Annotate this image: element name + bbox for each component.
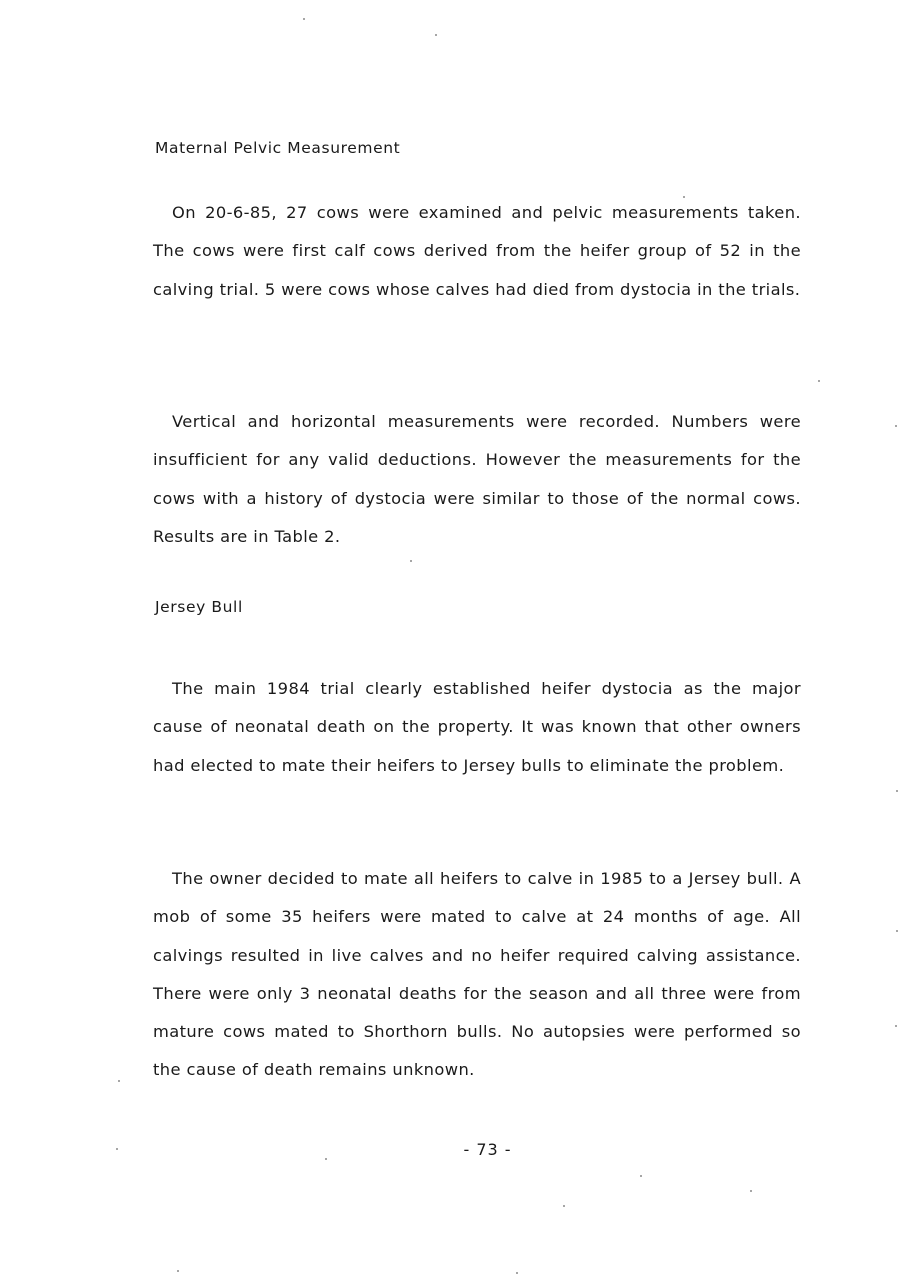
scan-speck (303, 18, 305, 20)
scan-speck (325, 1158, 327, 1160)
scan-speck (435, 34, 437, 36)
scan-speck (683, 196, 685, 198)
section-heading-pelvic: Maternal Pelvic Measurement (155, 139, 401, 157)
scan-speck (516, 1272, 518, 1274)
scan-speck (895, 1025, 897, 1027)
paragraph-pelvic-1: On 20-6-85, 27 cows were examined and pelvic measurements taken. The cows were first calf cows derived from the heifer group of 52 in the calving trial. 5 were cows whose calves had died from dystocia in the trials. (153, 203, 801, 299)
scan-speck (116, 1148, 118, 1150)
paragraph-pelvic-2: Vertical and horizontal measurements were recorded. Numbers were insufficient for any valid deductions. However the measurements for the cows with a history of dystocia were similar to those of the normal cows. Results are in Table 2. (153, 412, 801, 546)
scan-speck (640, 1175, 642, 1177)
scan-speck (750, 1190, 752, 1192)
section-heading-jersey: Jersey Bull (155, 598, 243, 616)
scan-speck (895, 425, 897, 427)
scan-speck (118, 1080, 120, 1082)
scan-speck (896, 790, 898, 792)
scan-speck (177, 1270, 179, 1272)
scan-speck (896, 930, 898, 932)
paragraph-jersey-1: The main 1984 trial clearly established heifer dystocia as the major cause of neonatal death on the property. It was known that other owners had elected to mate their heifers to Jersey bulls to eliminate the problem. (153, 679, 801, 775)
scan-speck (818, 380, 820, 382)
scan-speck (563, 1205, 565, 1207)
page-number: - 73 - (463, 1140, 512, 1159)
scan-speck (410, 560, 412, 562)
paragraph-jersey-2: The owner decided to mate all heifers to calve in 1985 to a Jersey bull. A mob of some 35 heifers were mated to calve at 24 months of age. All calvings resulted in live calves and no heifer required calving assistance. There were only 3 neonatal deaths for the season and all three were from mature cows mated to Shorthorn bulls. No autopsies were performed so the cause of death remains unknown. (153, 869, 801, 1080)
